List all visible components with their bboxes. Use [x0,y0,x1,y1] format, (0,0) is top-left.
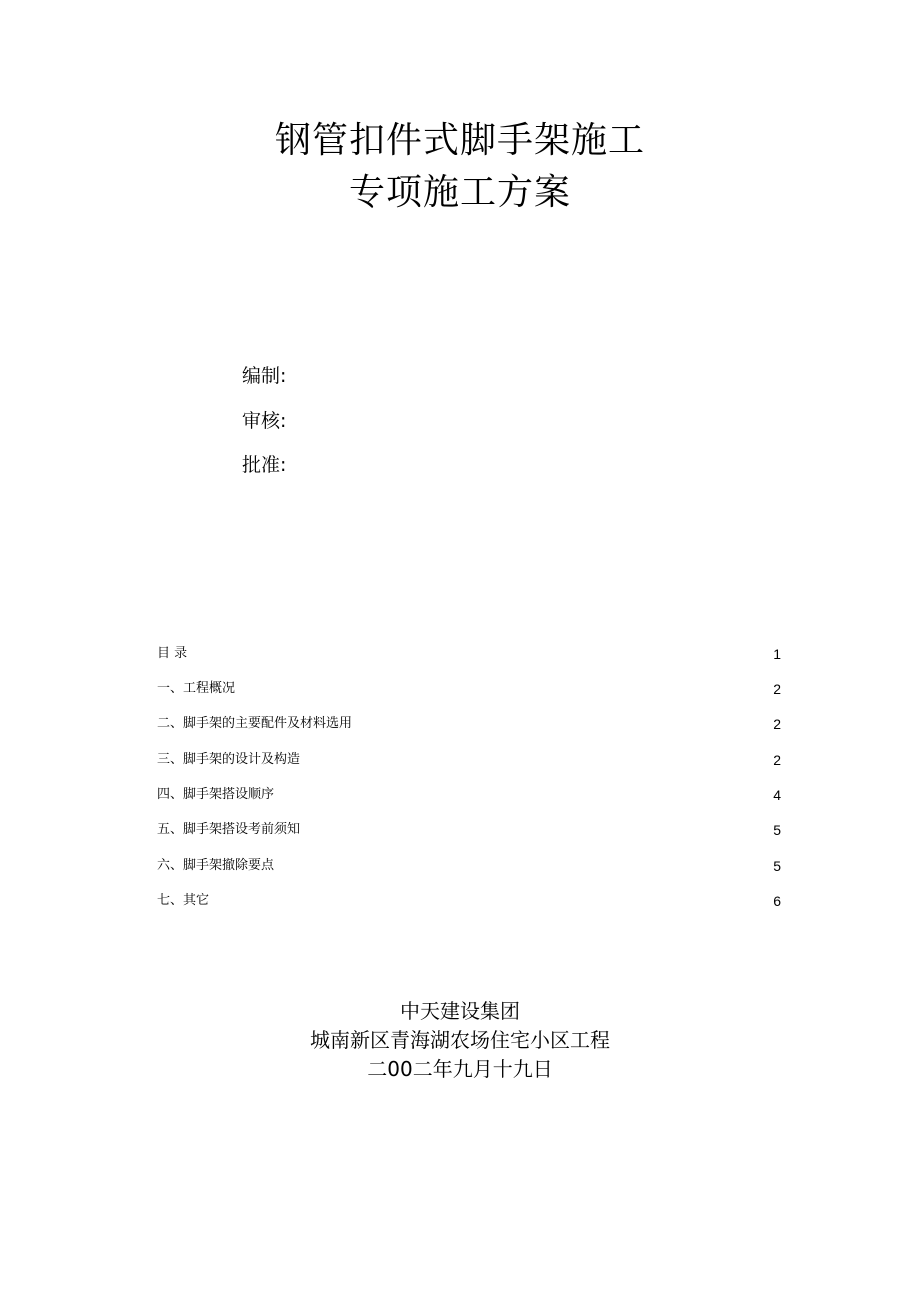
toc-page-number: 2 [773,716,781,732]
toc-row-heading [157,644,781,664]
toc-page-number: 5 [773,822,781,838]
signature-reviewer-label: 审核: [242,410,287,432]
toc-row [157,820,781,840]
toc-row [157,891,781,911]
toc-label: 六、脚手架撤除要点 [157,858,275,873]
toc-label: 七、其它 [157,893,210,908]
toc-label: 二、脚手架的主要配件及材料选用 [157,716,353,731]
toc-row [157,785,781,805]
signature-editor-label: 编制: [242,365,287,387]
toc-row [157,679,781,699]
toc-row [157,750,781,770]
toc-label: 四、脚手架搭设顺序 [157,787,275,802]
toc-page-number: 2 [773,752,781,768]
toc-page-number: 5 [773,858,781,874]
footer-date: 二00二年九月十九日 [367,1057,553,1081]
footer-project: 城南新区青海湖农场住宅小区工程 [310,1028,610,1052]
footer-company: 中天建设集团 [400,999,520,1023]
toc-label: 三、脚手架的设计及构造 [157,752,301,767]
toc-page-number: 6 [773,893,781,909]
signature-approver-label: 批准: [242,454,287,476]
toc-page-number: 1 [773,646,781,662]
toc-label: 五、脚手架搭设考前须知 [157,822,301,837]
toc-label: 一、工程概况 [157,681,236,696]
toc-row [157,714,781,734]
toc-row [157,856,781,876]
document-title-line-1: 钢管扣件式脚手架施工 [274,120,645,161]
toc-page-number: 2 [773,681,781,697]
toc-page-number: 4 [773,787,781,803]
document-title-line-2: 专项施工方案 [348,172,571,213]
toc-label: 目 录 [157,646,188,661]
